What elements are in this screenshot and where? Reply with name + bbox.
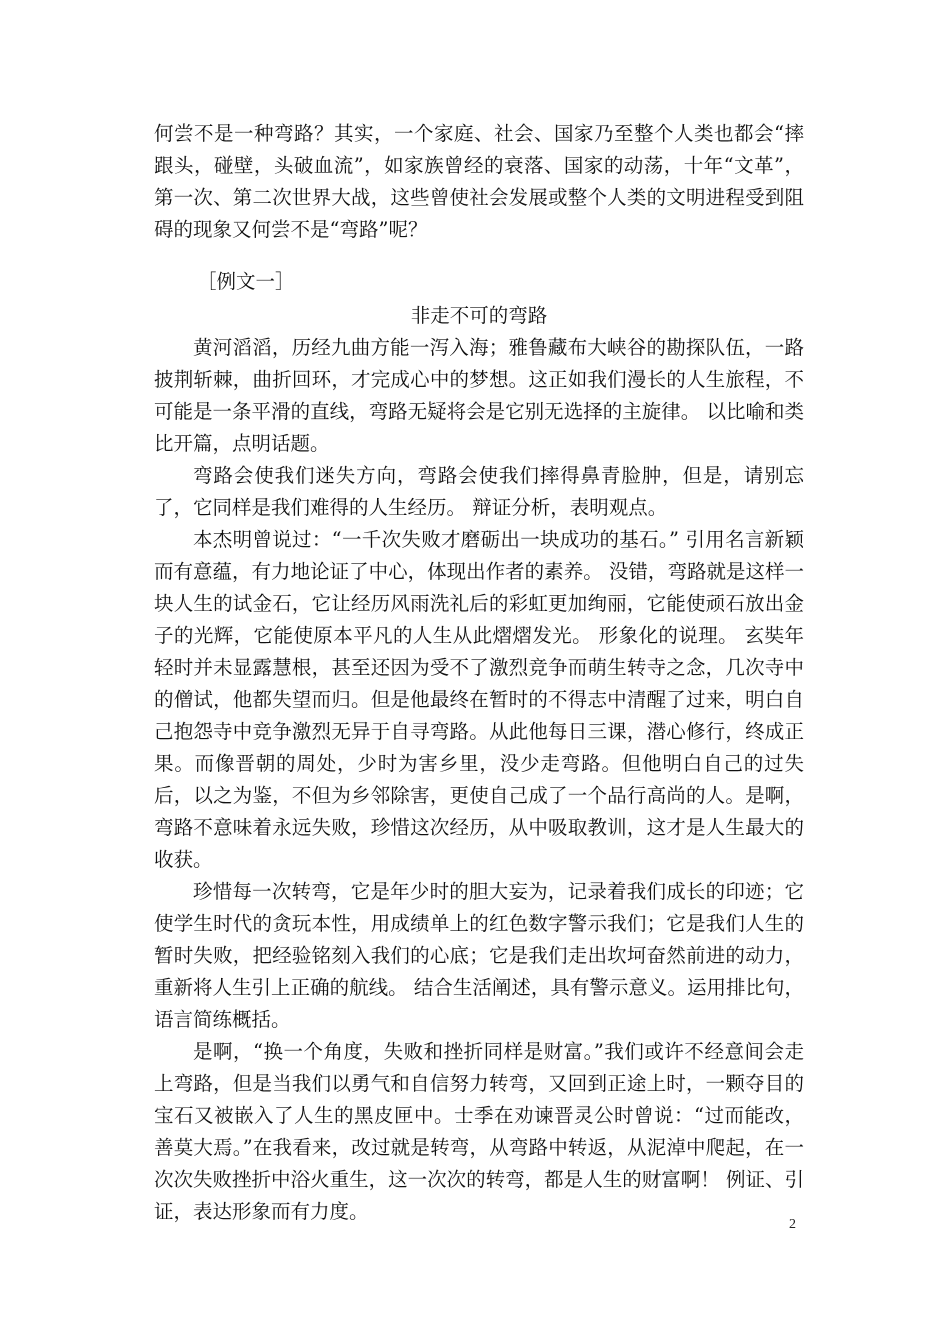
essay-paragraph-2: 弯路会使我们迷失方向，弯路会使我们摔得鼻青脸肿，但是，请别忘了，它同样是我们难得的人生经历。 辩证分析，表明观点。: [154, 464, 804, 519]
essay-paragraph-1: 黄河滔滔，历经九曲方能一泻入海；雅鲁藏布大峡谷的勘探队伍，一路披荆斩棘，曲折回环，才完成心中的梦想。这正如我们漫长的人生旅程，不可能是一条平滑的直线，弯路无疑将会是它别无选择的主旋律。 以比喻和类比开篇，点明话题。: [154, 336, 804, 455]
essay-paragraph-4: 珍惜每一次转弯，它是年少时的胆大妄为，记录着我们成长的印迹；它使学生时代的贪玩本性，用成绩单上的红色数字警示我们；它是我们人生的暂时失败，把经验铭刻入我们的心底；它是我们走出坎坷奋然前进的动力，重新将人生引上正确的航线。 结合生活阐述，具有警示意义。运用排比句，语言简练概括。: [154, 880, 804, 1031]
intro-paragraph: 何尝不是一种弯路？其实，一个家庭、社会、国家乃至整个人类也都会“摔跟头，碰壁，头破血流”，如家族曾经的衰落、国家的动荡，十年“文革”，第一次、第二次世界大战，这些曾使社会发展或整个人类的文明进程受到阻碍的现象又何尝不是“弯路”呢？: [154, 122, 804, 241]
essay-title: 非走不可的弯路: [410, 304, 548, 327]
example-header: [154, 266, 804, 332]
page-number: 2: [789, 1217, 796, 1232]
essay-paragraph-3: 本杰明曾说过：“一千次失败才磨砺出一块成功的基石。” 引用名言新颖而有意蕴，有力地论证了中心，体现出作者的素养。 没错，弯路就是这样一块人生的试金石，它让经历风雨洗礼后的彩虹更加绚丽，它能使顽石放出金子的光辉，它能使原本平凡的人生从此熠熠发光。 形象化的说理。 玄奘年轻时并未显露慧根，甚至还因为受不了激烈竞争而萌生转寺之念，几次寺中的僧试，他都失望而归。但是他最终在暂时的不得志中清醒了过来，明白自己抱怨寺中竞争激烈无异于自寻弯路。从此他每日三课，潜心修行，终成正果。而像晋朝的周处，少时为害乡里，没少走弯路。但他明白自己的过失后，以之为鉴，不但为乡邻除害，更使自己成了一个品行高尚的人。是啊，弯路不意味着永远失败，珍惜这次经历，从中吸取教训，这才是人生最大的收获。: [154, 528, 804, 871]
essay-paragraph-5: 是啊，“换一个角度，失败和挫折同样是财富。”我们或许不经意间会走上弯路，但是当我们以勇气和自信努力转弯，又回到正途上时，一颗夺目的宝石又被嵌入了人生的黑皮匣中。士季在劝谏晋灵公时曾说：“过而能改，善莫大焉。”在我看来，改过就是转弯，从弯路中转返，从泥淖中爬起，在一次次失败挫折中浴火重生，这一次次的转弯，都是人生的财富啊！ 例证、引证，表达形象而有力度。: [154, 1040, 804, 1223]
example-label: ［例文一］: [197, 270, 295, 293]
page-content: [154, 118, 804, 1228]
